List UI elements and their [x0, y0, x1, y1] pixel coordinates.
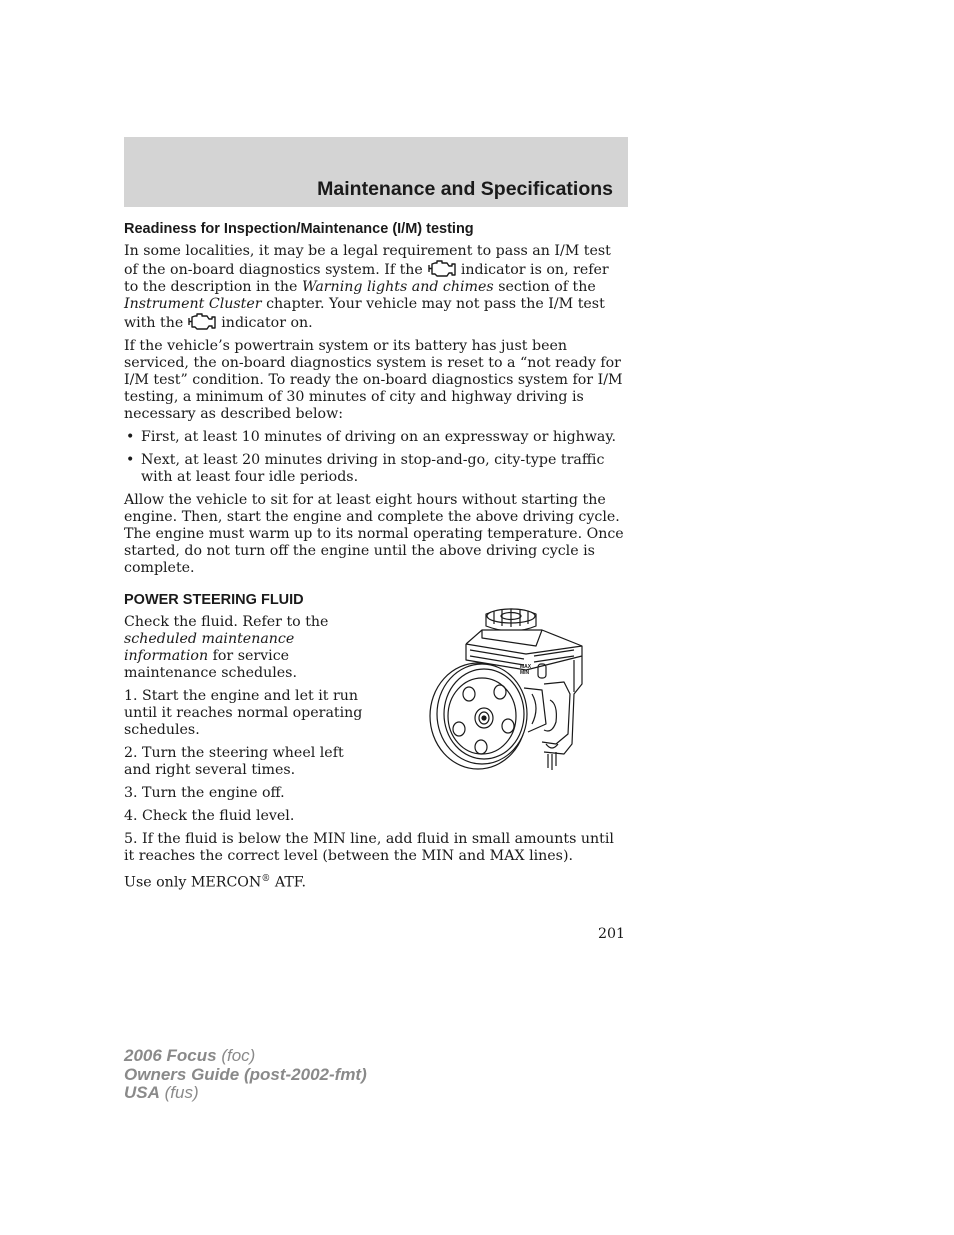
step-1: 1. Start the engine and let it run until it reaches normal operating schedules. — [124, 688, 363, 738]
step-3: 3. Turn the engine off. — [124, 785, 285, 801]
page-content — [124, 220, 626, 898]
footer-line-market: USA (fus) — [124, 1083, 199, 1102]
paragraph-reset: If the vehicle’s powertrain system or its battery has just been serviced, the on-board diagnostics system is reset to a “not ready for I/M test” condition. To ready the on-board diagnostics system for I/M testing, a minimum of 30 minutes of city and highway driving is necessary as described below: — [124, 338, 623, 422]
step-5: 5. If the fluid is below the MIN line, add fluid in small amounts until it reaches the correct level (between the MIN and MAX lines). — [124, 831, 614, 864]
power-steering-pump-illustration — [424, 604, 592, 776]
header-band — [124, 137, 628, 207]
footer-line-model: 2006 Focus (foc) — [124, 1046, 256, 1065]
driving-cycle-list — [124, 429, 626, 486]
footer — [124, 1047, 367, 1103]
page-number: 201 — [598, 926, 626, 942]
section-heading-power-steering: POWER STEERING FLUID — [124, 592, 304, 608]
step-2: 2. Turn the steering wheel left and right several times. — [124, 745, 344, 778]
footer-line-guide: Owners Guide (post-2002-fmt) — [124, 1064, 367, 1084]
check-engine-icon — [187, 313, 217, 330]
section-heading-im-testing: Readiness for Inspection/Maintenance (I/M) testing — [124, 221, 474, 237]
list-item: • First, at least 10 minutes of driving on an expressway or highway. — [126, 429, 617, 445]
paragraph-mercon: Use only MERCON® ATF. — [124, 874, 306, 891]
paragraph-allow-sit: Allow the vehicle to sit for at least eight hours without starting the engine. Then, start the engine and complete the above driving cycle. The engine must warm up to its normal operating temperature. Once started, do not turn off the engine until the above driving cycle is complete. — [124, 492, 624, 576]
paragraph-check-fluid: Check the fluid. Refer to the scheduled maintenance information for service maintenance schedules. — [124, 614, 329, 681]
page-title: Maintenance and Specifications — [317, 178, 613, 200]
check-engine-icon — [427, 260, 457, 277]
min-label: MIN — [520, 670, 530, 676]
step-4: 4. Check the fluid level. — [124, 808, 295, 824]
max-label: MAX — [520, 664, 532, 670]
paragraph-im-intro: In some localities, it may be a legal requirement to pass an I/M test of the on-board diagnostics system. If the indicator is on, refer to the description in the Warning lights and chimes section of the Instrument Cluster chapter. Your vehicle may not pass the I/M test with the indicator on. — [124, 243, 611, 331]
list-item: • Next, at least 20 minutes driving in stop-and-go, city-type traffic with at least four idle periods. — [126, 452, 605, 485]
